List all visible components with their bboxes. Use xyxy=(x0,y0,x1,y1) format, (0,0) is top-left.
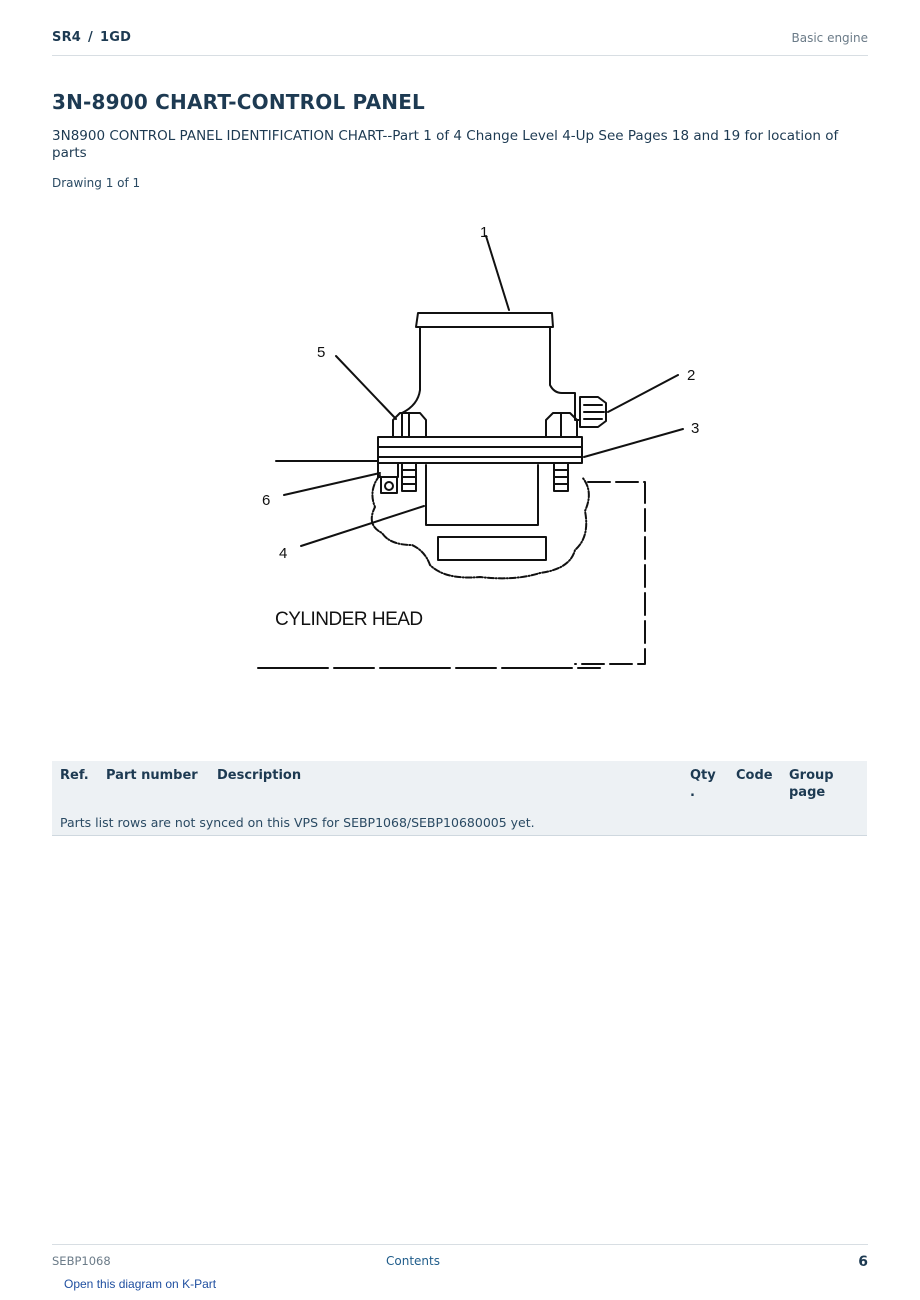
parts-table-header xyxy=(52,761,867,809)
page-footer xyxy=(52,1244,868,1275)
breadcrumb xyxy=(52,30,131,45)
document-id: SEBP1068 xyxy=(52,1254,111,1268)
column-part-number: Part number xyxy=(106,768,198,783)
table-row xyxy=(52,809,867,836)
column-qty: Qty . xyxy=(690,768,716,800)
parts-table xyxy=(52,761,867,836)
lower-body-shape xyxy=(426,465,538,525)
cylinder-head-caption: CYLINDER HEAD xyxy=(275,609,423,630)
breadcrumb-separator: / xyxy=(88,30,93,45)
callout-2[interactable]: 2 xyxy=(687,367,696,384)
breadcrumb-item-serial[interactable]: 1GD xyxy=(99,30,132,45)
parts-diagram-drawing xyxy=(240,215,710,720)
page-subtitle: 3N8900 CONTROL PANEL IDENTIFICATION CHART--Part 1 of 4 Change Level 4-Up See Pages 18 and 19 for location of parts xyxy=(52,128,839,161)
callout-6[interactable]: 6 xyxy=(262,492,271,509)
housing-right-shape xyxy=(550,327,580,420)
contents-link[interactable]: Contents xyxy=(386,1254,440,1268)
lower-plate-shape xyxy=(438,537,546,560)
callout-3[interactable]: 3 xyxy=(691,420,700,437)
drawing-label: Drawing 1 of 1 xyxy=(52,176,141,190)
column-ref: Ref. xyxy=(60,768,89,783)
breadcrumb-item-model[interactable]: SR4 xyxy=(52,30,82,45)
section-label: Basic engine xyxy=(791,31,868,45)
column-group-page: Group page xyxy=(789,768,834,800)
housing-left-shape xyxy=(402,327,420,437)
cap-rim-shape xyxy=(416,313,553,327)
column-description: Description xyxy=(217,768,302,783)
parts-diagram xyxy=(240,215,710,720)
page-title: 3N-8900 CHART-CONTROL PANEL xyxy=(52,90,425,114)
callout-1[interactable]: 1 xyxy=(480,224,489,241)
callout-5[interactable]: 5 xyxy=(317,344,326,361)
callout-4[interactable]: 4 xyxy=(279,545,288,562)
page-number: 6 xyxy=(858,1254,868,1270)
column-code: Code xyxy=(736,768,773,783)
open-in-kpart-link[interactable]: Open this diagram on K-Part xyxy=(64,1277,217,1291)
page-header xyxy=(52,28,868,56)
empty-table-message: Parts list rows are not synced on this VPS for SEBP1068/SEBP10680005 yet. xyxy=(60,815,535,830)
